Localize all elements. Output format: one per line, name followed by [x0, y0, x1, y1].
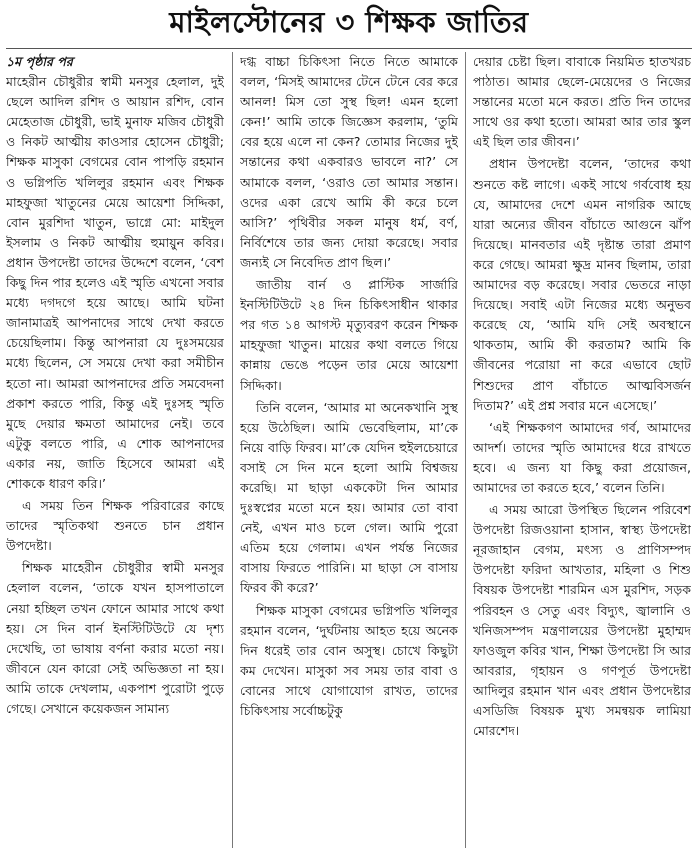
continued-label: ১ম পৃষ্ঠার পর — [6, 54, 73, 69]
paragraph: মাহেরীন চৌধুরীর স্বামী মনসুর হেলাল, দুই ছেলে আদিল রশিদ ও আয়ান রশিদ, বোন মেহেতাজ চৌধুরী, ভাই মুনাফ মজিব চৌধুরী ও নিকট আত্মীয় কাওসার হোসেন চৌধুরী; শিক্ষক মাসুকা বেগমের বোন পাপড়ি রহমান ও ভগ্নিপতি খলিলুর রহমান এবং শিক্ষক মাহফুজা খাতুনের মেয়ে আয়েশা সিদ্দিকা, বোন মুরশিদা খাতুন, ভাগ্নে মো: মাইদুল ইসলাম ও নিকট আত্মীয় হুমায়ুন কবির। প্রধান উপদেষ্টা তাদের উদ্দেশে বলেন, ‘বেশ কিছু দিন পার হলেও এই স্মৃতি এখনো সবার মধ্যে দগদগে হয়ে আছে। আমি ঘটনা জানামাত্রই আপনাদের সাথে দেখা করতে চেয়েছিলাম। কিন্তু আপনারা যে দুঃসময়ের মধ্যে ছিলেন, সে সময়ে দেখা করা সমীচীন হতো না। আমরা আপনাদের প্রতি সমবেদনা প্রকাশ করতে পারি, কিন্তু এই দুঃসহ স্মৃতি মুছে দেয়ার ক্ষমতা আমাদের নেই। তবে এটুকু বলতে পারি, এ শোক আপনাদের একার নয়, জাতি হিসেবে আমরা এই শোককে ধারণ করি।’ — [6, 74, 224, 491]
headline: মাইলস্টোনের ৩ শিক্ষক জাতির — [169, 5, 529, 39]
column-1 — [6, 52, 224, 852]
paragraph: দগ্ধ বাচ্চা চিকিৎসা নিতে নিতে আমাকে বলল, ‘মিসই আমাদের টেনে টেনে বের করে আনল! মিস তো সুস্থ ছিল! এমন হলো কেন!’ আমি তাকে জিজ্ঞেস করলাম, ‘তুমি বের হয়ে এলে না কেন? তোমার নিজের দুই সন্তানের কথা একবারও ভাবলে না?’ সে আমাকে বলল, ‘ওরাও তো আমার সন্তান। ওদের একা রেখে আমি কী করে চলে আসি?’ পৃথিবীর সকল মানুষ ধর্ম, বর্ণ, নির্বিশেষে তার জন্য দোয়া করেছে। সবার জন্যই সে নিবেদিত প্রাণ ছিল।’ — [240, 54, 458, 270]
paragraph: এ সময় তিন শিক্ষক পরিবারের কাছে তাদের স্মৃতিকথা শুনতে চান প্রধান উপদেষ্টা। — [6, 498, 224, 554]
column-divider — [232, 52, 233, 848]
paragraph: দেয়ার চেষ্টা ছিল। বাবাকে নিয়মিত হাতখরচ পাঠাত। আমার ছেলে-মেয়েদের ও নিজের সন্তানের মতো মনে করত। প্রতি দিন তাদের সাথে ওর কথা হতো। আমরা আর তার স্কুল এই ছিল তার জীবন।’ — [473, 54, 691, 150]
column-3 — [473, 52, 691, 852]
paragraph: শিক্ষক মাহেরীন চৌধুরীর স্বামী মনসুর হেলাল বলেন, ‘তাকে যখন হাসপাতালে নেয়া হচ্ছিল তখন ফোনে আমার সাথে কথা হয়। সে দিন বার্ন ইনস্টিটিউটে যে দৃশ্য দেখেছি, তা ভাষায় বর্ণনা করার মতো নয়। জীবনে যেন কারো সেই অভিজ্ঞতা না হয়। আমি তাকে দেখলাম, একপাশ পুরোটা পুড়ে গেছে। সেখানে কয়েকজন সামান্য — [6, 560, 224, 716]
column-divider — [465, 52, 466, 848]
paragraph: শিক্ষক মাসুকা বেগমের ভগ্নিপতি খলিলুর রহমান বলেন, ‘দুর্ঘটনায় আহত হয়ে অনেক দিন ধরেই তার বোন অসুস্থ। চোখে কিছুটা কম দেখেন। মাসুকা সব সময় তার বাবা ও বোনের সাথে যোগাযোগ রাখত, তাদের চিকিৎসায় সর্বোচ্চটুকু — [240, 602, 458, 718]
paragraph: প্রধান উপদেষ্টা বলেন, ‘তাদের কথা শুনতে কষ্ট লাগে। একই সাথে গর্ববোধ হয় যে, আমাদের দেশে এমন নাগরিক আছে যারা অন্যের জীবন বাঁচাতে আগুনে ঝাঁপ দিয়েছে। মানবতার এই দৃষ্টান্ত তারা প্রমাণ করে গেছে। আমরা ক্ষুদ্র মানব ছিলাম, তারা আমাদের বড় করেছে। সবার ভেতরে নাড়া দিয়েছে। সবাই এটা নিজের মধ্যে অনুভব করেছে যে, ‘আমি যদি সেই অবস্থানে থাকতাম, আমি কী করতাম? আমি কি জীবনের পরোয়া না করে এভাবে ছোট শিশুদের প্রাণ বাঁচাতে আত্মবিসর্জন দিতাম?’ এই প্রশ্ন সবার মনে এসেছে।’ — [473, 156, 691, 413]
paragraph: জাতীয় বার্ন ও প্লাস্টিক সার্জারি ইনস্টিটিউটে ২৪ দিন চিকিৎসাধীন থাকার পর গত ১৪ আগস্ট মৃত্যুবরণ করেন শিক্ষক মাহফুজা খাতুন। মায়ের কথা বলতে গিয়ে কান্নায় ভেঙে পড়েন তার মেয়ে আয়েশা সিদ্দিকা। — [240, 277, 458, 393]
paragraph: এ সময় আরো উপস্থিত ছিলেন পরিবেশ উপদেষ্টা রিজওয়ানা হাসান, স্বাস্থ্য উপদেষ্টা নূরজাহান বেগম, মৎস্য ও প্রাণিসম্পদ উপদেষ্টা ফরিদা আখতার, মহিলা ও শিশু বিষয়ক উপদেষ্টা শারমিন এস মুরশিদ, সড়ক পরিবহন ও সেতু এবং বিদ্যুৎ, জ্বালানি ও খনিজসম্পদ মন্ত্রণালয়ের উপদেষ্টা মুহাম্মদ ফাওজুল কবির খান, শিক্ষা উপদেষ্টা সি আর আবরার, গৃহায়ন ও গণপূর্ত উপদেষ্টা আদিলুর রহমান খান এবং প্রধান উপদেষ্টার এসডিজি বিষয়ক মুখ্য সমন্বয়ক লামিয়া মোরশেদ। — [473, 502, 691, 739]
column-2 — [240, 52, 458, 852]
paragraph: তিনি বলেন, ‘আমার মা অনেকখানি সুস্থ হয়ে উঠেছিল। আমি ভেবেছিলাম, মা’কে নিয়ে বাড়ি ফিরব। মা’কে যেদিন হুইলচেয়ারে বসাই সে দিন মনে হলো আমি বিশ্বজয় করেছি। মা ছাড়া এককেটা দিন আমার দুঃস্বপ্নের মতো মনে হয়। আমার তো বাবা নেই, এখন মাও চলে গেল। আমি পুরো এতিম হয়ে গেলাম। এখন পর্যন্ত নিজের বাসায় ফিরতে পারিনি। মা ছাড়া সে বাসায় ফিরব কী করে?’ — [240, 399, 458, 596]
headline-rule — [6, 48, 692, 49]
paragraph: ‘এই শিক্ষকগণ আমাদের গর্ব, আমাদের আদর্শ। তাদের স্মৃতি আমাদের ধরে রাখতে হবে। এ জন্য যা কিছু করা প্রয়োজন, আমাদের তা করতে হবে,’ বলেন তিনি। — [473, 419, 691, 495]
